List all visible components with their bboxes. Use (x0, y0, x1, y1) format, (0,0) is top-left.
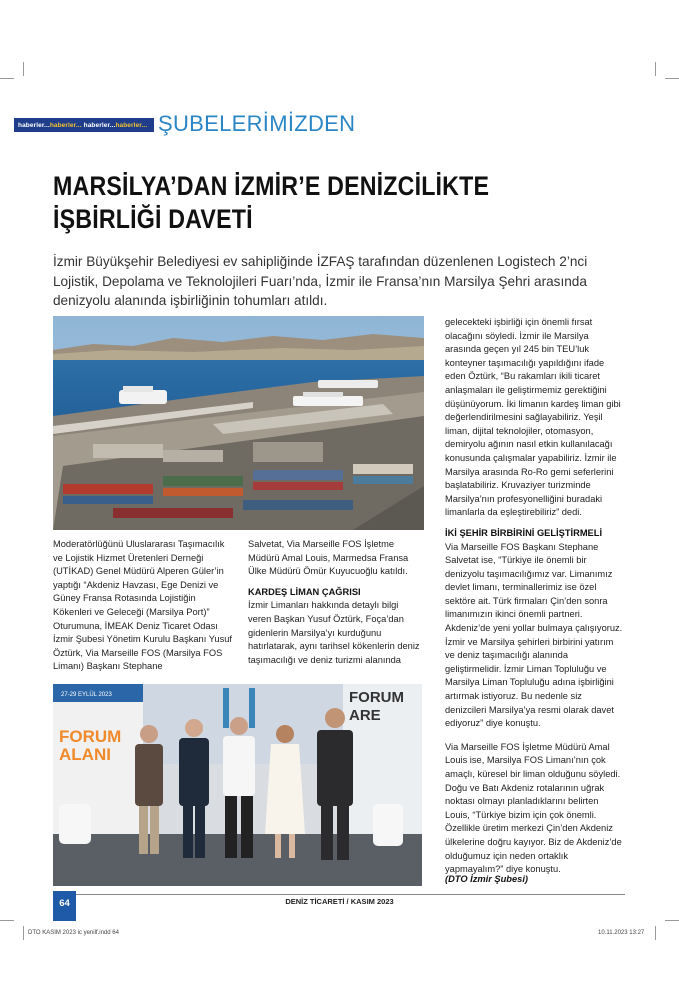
crop-mark (0, 78, 14, 79)
sign-right-line2: ARE (349, 707, 381, 724)
crop-mark (665, 78, 679, 79)
sign-right-line1: FORUM (349, 689, 404, 706)
article-column-3 (445, 316, 623, 877)
sign-date: 27-29 EYLÜL 2023 (61, 692, 112, 698)
tag-text: haberler... (18, 121, 50, 129)
news-tag-bar (14, 118, 154, 132)
panel-participants-photo (53, 684, 422, 886)
paragraph: Via Marseille FOS İşletme Müdürü Amal Louis ise, Marsilya FOS Limanı’nın çok amaçlı, küresel bir liman olduğunu söyledi. Doğu ve Batı Akdeniz rotalarının uğrak noktası olmayı planladıklarını belirten Louis, “Türkiye bizim için çok önemli. Özellikle üretim merkezi Çin’den Akdeniz ülkelerine doğru kayıyor. Biz de Akdeniz’de olduğumuz için neden ortaklık yapmayalım?” diye konuştu. (445, 741, 622, 875)
article-column-2 (248, 538, 424, 667)
paragraph: İzmir Limanları hakkında detaylı bilgi veren Başkan Yusuf Öztürk, Foça’dan gidenlerin Marsilya’yı kurduğunu hatırlatarak, aynı tarihsel kökenlerin deniz taşımacılığı ve deniz turizmi alanında (248, 600, 420, 665)
article-lead: İzmir Büyükşehir Belediyesi ev sahipliğinde İZFAŞ tarafından düzenlenen Logistech 2’nci Lojistik, Depolama ve Teknolojileri Fuarı’nda, İzmir ile Fransa’nın Marsilya Şehri arasında denizyolu alanında işbirliğinin tohumları atıldı. (53, 254, 588, 308)
print-timestamp: 10.11.2023 13:27 (598, 930, 645, 936)
print-slug: DTO KASIM 2023 ic yenilf.indd 64 (28, 930, 119, 936)
crop-mark (665, 920, 679, 921)
paragraph: Salvetat, Via Marseille FOS İşletme Müdürü Amal Louis, Marmedsa Fransa Ülke Müdürü Ömür Kuyucuoğlu katıldı. (248, 539, 409, 577)
subheading: İKİ ŞEHİR BİRBİRİNİ GELİŞTİRMELİ (445, 527, 603, 538)
section-title: ŞUBELERİMİZDEN (158, 111, 356, 136)
footer-title: DENİZ TİCARETİ / KASIM 2023 (285, 897, 394, 906)
paragraph: Moderatörlüğünü Uluslararası Taşımacılık ve Lojistik Hizmet Üretenleri Derneği (UTİKAD) Genel Müdürü Alperen Güler’in yaptığı “Akdeniz Havzası, Ege Denizi ve Güney Fransa Rotasında Lojistiğin Kökenleri ve Geleceği (Marsilya Port)” Oturumuna, İMEAK Deniz Ticaret Odası İzmir Şubesi Yönetim Kurulu Başkanı Yusuf Öztürk, Via Marseille FOS (Marsilya FOS Limanı) Başkanı Stephane (53, 539, 232, 672)
article-column-1 (53, 538, 234, 674)
crop-mark (655, 926, 656, 940)
sign-left-line2: ALANI (59, 745, 111, 764)
article-headline: MARSİLYA’DAN İZMİR’E DENİZCİLİKTE İŞBİRLİĞİ DAVETİ (53, 171, 490, 234)
crop-mark (23, 926, 24, 940)
article-source: (DTO İzmir Şubesi) (445, 874, 528, 884)
footer-rule (53, 894, 625, 895)
crop-mark (23, 62, 24, 76)
crop-mark (655, 62, 656, 76)
crop-mark (0, 920, 14, 921)
paragraph: Via Marseille FOS Başkanı Stephane Salvetat ise, “Türkiye ile önemli bir denizyolu taşımacılığımız var. Limanımız devlet limanı, terminallerimiz ise özel sektöre ait. Türk firmaları Çin’den sonra limanımızın ikinci önemli partneri. Akdeniz’de yeni yollar bulmaya çalışıyoruz. İzmir ve Marsilya şehirleri birbirini yatırım ve deniz taşımacılığı alanında geliştirmelidir. İzmir Liman Topluluğu ve Marsilya Liman Topluluğu adına işbirliğini artırmak istiyoruz. Bu nedenle siz denizcileri Marsilya’ya resmi olarak davet ediyoruz” diye konuştu. (445, 541, 623, 729)
tag-text: haberler... (83, 121, 116, 129)
sign-left-line1: FORUM (59, 727, 122, 746)
tag-text: haberler... (49, 121, 82, 129)
page-number: 64 (59, 898, 70, 909)
tag-text: haberler... (115, 121, 148, 129)
port-aerial-photo (53, 316, 424, 530)
subheading: KARDEŞ LİMAN ÇAĞRISI (248, 586, 361, 597)
paragraph: gelecekteki işbirliği için önemli fırsat olacağını söyledi. İzmir ile Marsilya arasında geçen yıl 245 bin TEU’luk konteyner taşımacılığı yapıldığını ifade eden Öztürk, “Bu rakamları ikili ticaret anlaşmaları ile geliştirmemiz gerektiğini düşünüyorum. İki limanın kardeş liman gibi değerlendirilmesini sağlayabiliriz. Yeşil liman, dijital teknolojiler, otomasyon, demiryolu ağının nasıl etkin kullanılacağı konusunda çalışmalar yapabiliriz. İzmir ile Marsilya arasında Ro-Ro gemi seferlerini başlatabiliriz. Kruvaziyer turizminde Marsilya’nın profesyonelliğini buradaki limanlarla da eşleştirebiliriz” dedi. (445, 317, 621, 518)
